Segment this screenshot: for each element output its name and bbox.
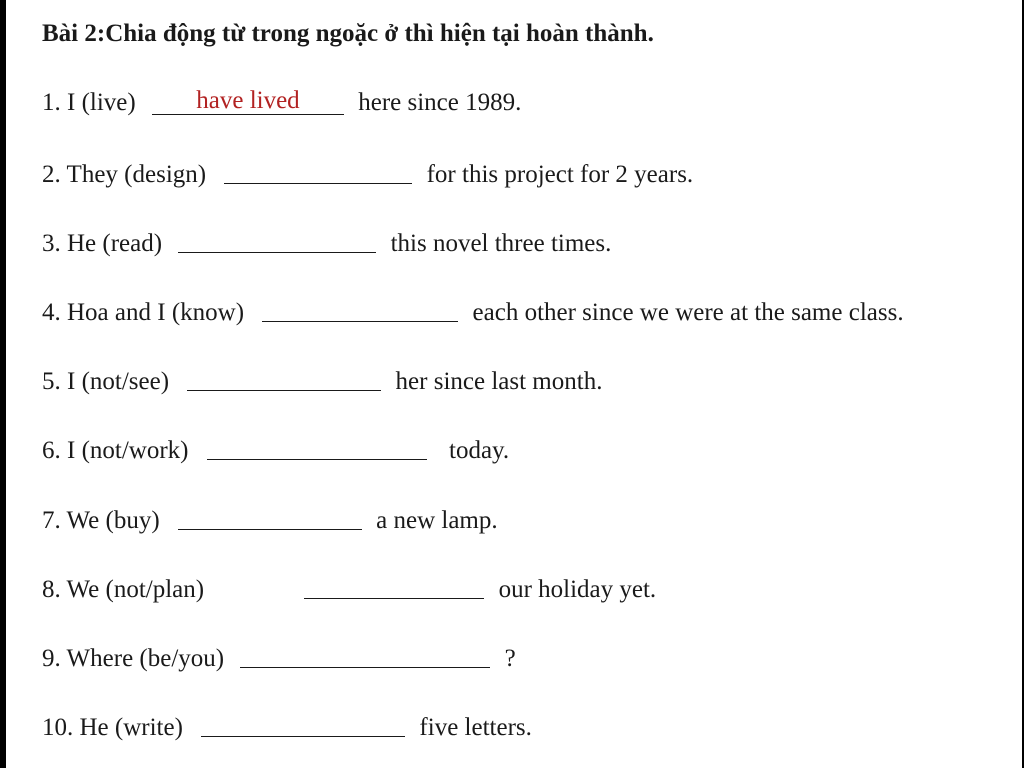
item-prompt: 5. I (not/see) [42, 368, 170, 395]
exercise-item-8 [42, 572, 656, 605]
item-continuation: a new lamp. [376, 507, 498, 534]
exercise-item-10 [42, 710, 532, 743]
item-prompt: 7. We (buy) [42, 507, 160, 534]
item-prompt: 2. They (design) [42, 161, 207, 188]
exercise-item-2 [42, 157, 693, 190]
exercise-item-1 [42, 88, 521, 118]
item-continuation: for this project for 2 years. [426, 161, 694, 188]
worksheet-page [6, 0, 1022, 768]
exercise-item-3 [42, 226, 611, 259]
item-continuation: this novel three times. [390, 230, 612, 257]
exercise-item-9 [42, 641, 516, 674]
item-prompt: 4. Hoa and I (know) [42, 299, 245, 326]
item-prompt: 1. I (live) [42, 89, 136, 116]
answer-text: have lived [196, 87, 300, 114]
item-continuation: five letters. [419, 714, 532, 741]
answer-blank[interactable] [262, 297, 458, 322]
item-continuation: ? [504, 645, 516, 672]
answer-blank[interactable] [224, 159, 412, 184]
exercise-item-4 [42, 295, 904, 328]
item-prompt: 10. He (write) [42, 714, 183, 741]
answer-blank[interactable] [187, 366, 381, 391]
item-continuation: our holiday yet. [498, 576, 657, 603]
item-continuation: each other since we were at the same class. [472, 299, 904, 326]
answer-blank[interactable] [207, 435, 427, 460]
answer-blank[interactable] [201, 712, 405, 737]
exercise-item-7 [42, 503, 498, 536]
answer-blank[interactable] [240, 643, 490, 668]
answer-blank[interactable] [304, 574, 484, 599]
exercise-item-5 [42, 364, 602, 397]
item-continuation: her since last month. [395, 368, 603, 395]
exercise-item-6 [42, 433, 509, 466]
item-prompt: 3. He (read) [42, 230, 163, 257]
item-prompt: 9. Where (be/you) [42, 645, 225, 672]
exercise-title: Bài 2:Chia động từ trong ngoặc ở thì hiện tại hoàn thành. [42, 20, 654, 47]
item-prompt: 8. We (not/plan) [42, 576, 205, 603]
item-continuation: today. [449, 437, 510, 464]
answer-blank[interactable] [178, 228, 376, 253]
item-prompt: 6. I (not/work) [42, 437, 189, 464]
item-continuation: here since 1989. [358, 89, 522, 116]
answer-blank[interactable] [178, 505, 362, 530]
answer-blank[interactable] [152, 87, 344, 115]
